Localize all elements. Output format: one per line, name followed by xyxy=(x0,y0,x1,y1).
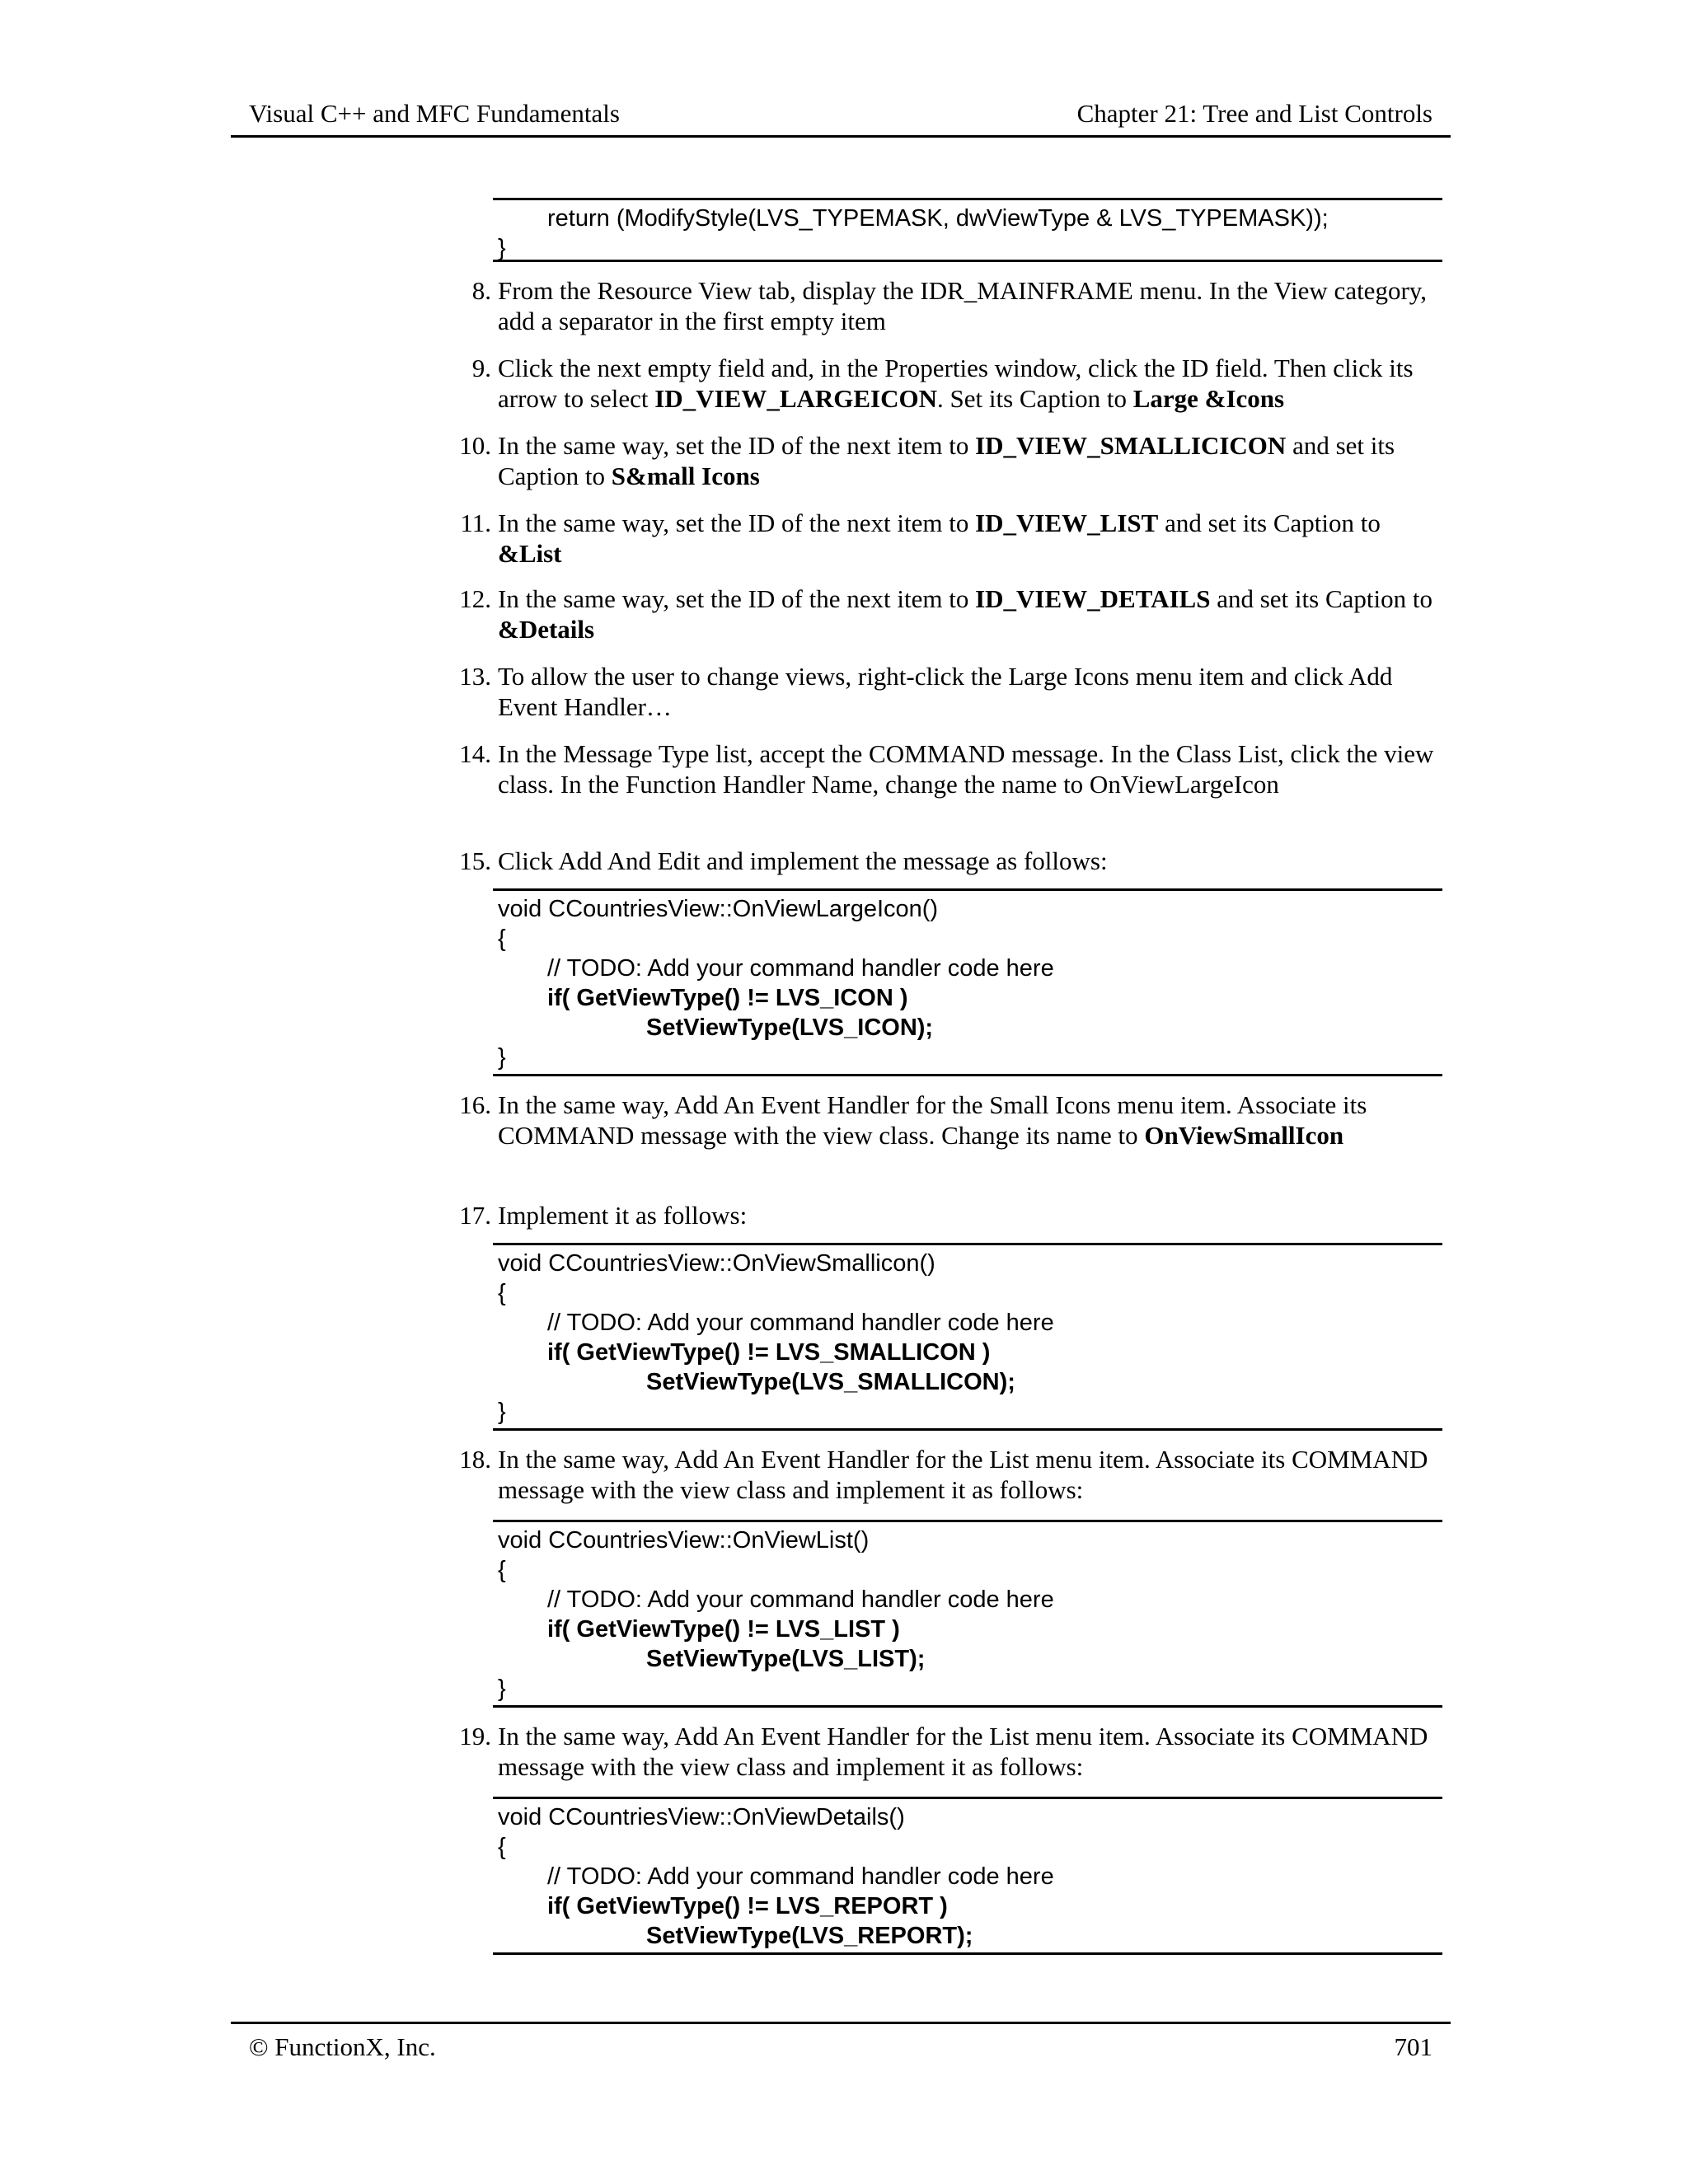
code-call: SetViewType(LVS_ICON); xyxy=(646,1015,934,1041)
step-17 xyxy=(445,1200,1451,1230)
code-line: { xyxy=(498,1280,506,1306)
step-8 xyxy=(445,275,1451,336)
code-block-details xyxy=(493,1797,1442,1955)
code-call: SetViewType(LVS_SMALLICON); xyxy=(646,1369,1015,1395)
copyright: © FunctionX, Inc. xyxy=(249,2032,436,2061)
step-text: Click Add And Edit and implement the message as follows: xyxy=(498,846,1108,875)
step-number: 19. xyxy=(459,1722,491,1750)
page-header xyxy=(231,96,1451,138)
code-line: } xyxy=(498,1399,506,1425)
step-13 xyxy=(445,661,1451,722)
step-number: 10. xyxy=(459,431,491,460)
code-line: return (ModifyStyle(LVS_TYPEMASK, dwViewType & LVS_TYPEMASK)); xyxy=(547,205,1329,232)
step-15 xyxy=(445,846,1451,876)
code-line: { xyxy=(498,1834,506,1860)
step-number: 8. xyxy=(471,276,491,305)
step-text: In the Message Type list, accept the COMMAND message. In the Class List, click the view class. In the Function Handler Name, change the name to OnViewLargeIcon xyxy=(498,739,1434,799)
book-title: Visual C++ and MFC Fundamentals xyxy=(249,99,620,128)
step-text: In the same way, set the ID of the next item to ID_VIEW_SMALLICICON and set its Caption to S&mall Icons xyxy=(498,431,1395,490)
step-14 xyxy=(445,738,1451,799)
step-number: 14. xyxy=(459,739,491,768)
step-number: 9. xyxy=(471,354,491,382)
step-number: 18. xyxy=(459,1445,491,1474)
step-19 xyxy=(445,1721,1451,1782)
step-text: In the same way, Add An Event Handler for the List menu item. Associate its COMMAND message with the view class and implement it as follows: xyxy=(498,1722,1428,1781)
step-number: 16. xyxy=(459,1090,491,1119)
chapter-title: Chapter 21: Tree and List Controls xyxy=(1076,99,1432,128)
code-block-large-icon xyxy=(493,888,1442,1076)
code-signature: void CCountriesView::OnViewDetails() xyxy=(498,1804,905,1830)
step-text: In the same way, Add An Event Handler for the Small Icons menu item. Associate its COMMAND message with the view class. Change its name to OnViewSmallIcon xyxy=(498,1090,1367,1150)
page-footer xyxy=(231,2022,1451,2065)
code-line: { xyxy=(498,1557,506,1583)
step-10 xyxy=(445,430,1451,491)
step-16 xyxy=(445,1090,1451,1151)
code-call: SetViewType(LVS_REPORT); xyxy=(646,1923,973,1949)
code-line: } xyxy=(498,235,506,261)
step-18 xyxy=(445,1444,1451,1505)
step-text: In the same way, Add An Event Handler for the List menu item. Associate its COMMAND message with the view class and implement it as follows: xyxy=(498,1445,1428,1504)
code-comment: // TODO: Add your command handler code here xyxy=(547,955,1054,982)
step-number: 13. xyxy=(459,662,491,691)
step-12 xyxy=(445,583,1451,644)
code-call: SetViewType(LVS_LIST); xyxy=(646,1646,926,1672)
step-text: From the Resource View tab, display the IDR_MAINFRAME menu. In the View category, add a separator in the first empty item xyxy=(498,276,1428,335)
code-signature: void CCountriesView::OnViewList() xyxy=(498,1527,870,1554)
code-block-small-icon xyxy=(493,1243,1442,1431)
step-number: 17. xyxy=(459,1201,491,1230)
step-text: In the same way, set the ID of the next item to ID_VIEW_DETAILS and set its Caption to &Details xyxy=(498,584,1432,644)
code-signature: void CCountriesView::OnViewLargeIcon() xyxy=(498,896,939,922)
step-text: To allow the user to change views, right-click the Large Icons menu item and click Add Event Handler… xyxy=(498,662,1393,721)
step-text: Click the next empty field and, in the Properties window, click the ID field. Then click its arrow to select ID_VIEW_LARGEICON. Set its Caption to Large &Icons xyxy=(498,354,1414,413)
step-9 xyxy=(445,353,1451,414)
code-signature: void CCountriesView::OnViewSmallicon() xyxy=(498,1250,935,1277)
step-text: Implement it as follows: xyxy=(498,1201,748,1230)
code-line: } xyxy=(498,1675,506,1702)
code-block-list xyxy=(493,1520,1442,1708)
step-number: 15. xyxy=(459,846,491,875)
code-block-top xyxy=(493,198,1442,262)
step-11 xyxy=(445,508,1451,569)
step-text: In the same way, set the ID of the next item to ID_VIEW_LIST and set its Caption to &List xyxy=(498,509,1381,568)
code-line: } xyxy=(498,1044,506,1071)
code-condition: if( GetViewType() != LVS_REPORT ) xyxy=(547,1893,948,1919)
code-comment: // TODO: Add your command handler code here xyxy=(547,1863,1054,1890)
code-condition: if( GetViewType() != LVS_LIST ) xyxy=(547,1616,900,1643)
code-condition: if( GetViewType() != LVS_ICON ) xyxy=(547,985,908,1011)
code-line: { xyxy=(498,926,506,952)
page-number: 701 xyxy=(1394,2032,1432,2061)
code-comment: // TODO: Add your command handler code here xyxy=(547,1310,1054,1336)
step-number: 11. xyxy=(460,509,491,537)
step-number: 12. xyxy=(459,584,491,613)
code-comment: // TODO: Add your command handler code here xyxy=(547,1586,1054,1613)
code-condition: if( GetViewType() != LVS_SMALLICON ) xyxy=(547,1339,991,1366)
